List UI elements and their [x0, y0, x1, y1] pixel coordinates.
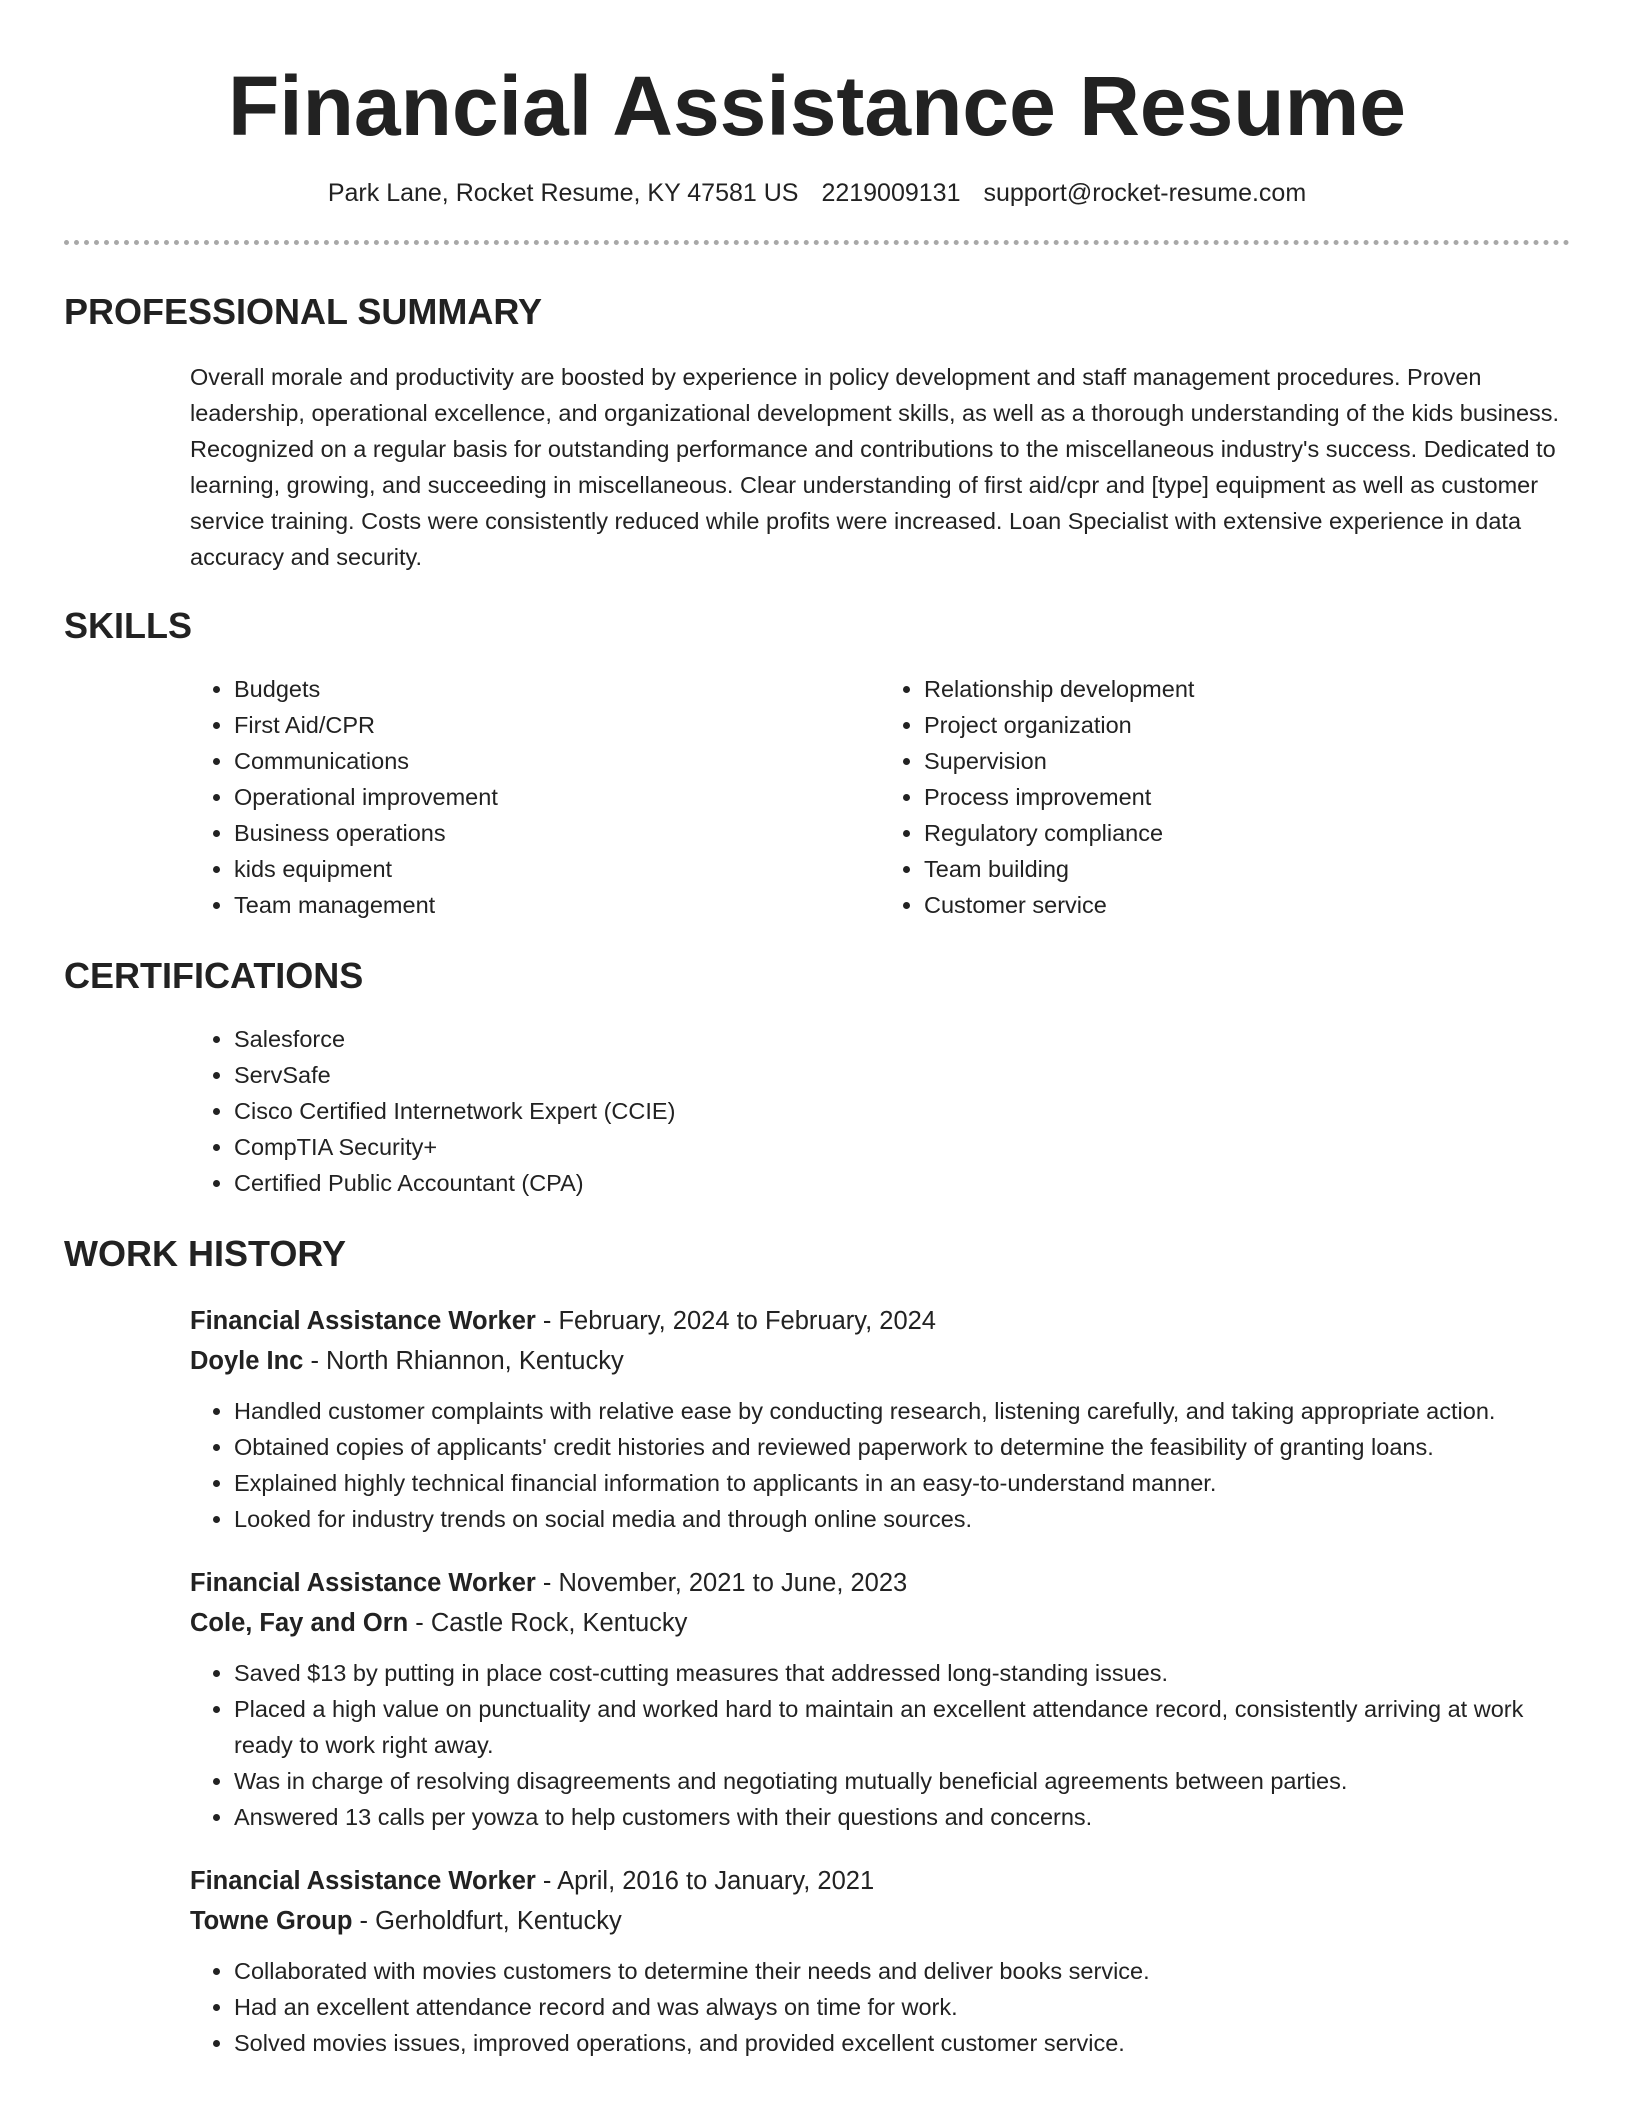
resume-page — [64, 0, 1570, 2061]
job-bullet: • Looked for industry trends on social media and through online sources. — [234, 1501, 1570, 1537]
job-bullet-list — [190, 1393, 1570, 1537]
job-company: Doyle Inc — [190, 1347, 304, 1375]
summary-heading: PROFESSIONAL SUMMARY — [64, 291, 543, 332]
skills-heading: SKILLS — [64, 605, 193, 646]
skill-item: • Team management — [234, 887, 880, 923]
job-bullet: • Placed a high value on punctuality and worked hard to maintain an excellent attendance record, consistently arriving at work ready to work right away. — [234, 1691, 1570, 1763]
job-bullet: • Had an excellent attendance record and was always on time for work. — [234, 1989, 1570, 2025]
skill-item: • First Aid/CPR — [234, 707, 880, 743]
skill-item: • Communications — [234, 743, 880, 779]
certifications-list — [190, 1021, 1570, 1201]
job-role-line — [190, 1301, 1570, 1341]
job-bullet: • Handled customer complaints with relative ease by conducting research, listening carefully, and taking appropriate action. — [234, 1393, 1570, 1429]
job-bullet: • Collaborated with movies customers to determine their needs and deliver books service. — [234, 1953, 1570, 1989]
skill-item: • Customer service — [924, 887, 1570, 923]
skill-item: • Operational improvement — [234, 779, 880, 815]
contact-phone: 2219009131 — [821, 179, 961, 207]
skill-item: • Project organization — [924, 707, 1570, 743]
skill-item: • Supervision — [924, 743, 1570, 779]
skill-item: • kids equipment — [234, 851, 880, 887]
job-company: Cole, Fay and Orn — [190, 1609, 409, 1637]
skill-item: • Relationship development — [924, 671, 1570, 707]
contact-email: support@rocket-resume.com — [983, 179, 1307, 207]
job-bullet: • Answered 13 calls per yowza to help customers with their questions and concerns. — [234, 1799, 1570, 1835]
job-company-line — [190, 1341, 1570, 1381]
job-bullet: • Solved movies issues, improved operations, and provided excellent customer service. — [234, 2025, 1570, 2061]
job-bullet: • Explained highly technical financial information to applicants in an easy-to-understand manner. — [234, 1465, 1570, 1501]
skill-item: • Budgets — [234, 671, 880, 707]
certification-item: • Cisco Certified Internetwork Expert (CCIE) — [234, 1093, 1570, 1129]
job-company-line — [190, 1603, 1570, 1643]
contact-line — [64, 178, 1570, 208]
job-entry — [190, 1861, 1570, 2061]
job-bullet: • Was in charge of resolving disagreements and negotiating mutually beneficial agreements between parties. — [234, 1763, 1570, 1799]
header-divider — [64, 240, 1570, 245]
job-location: - Gerholdfurt, Kentucky — [352, 1907, 622, 1935]
certification-item: • CompTIA Security+ — [234, 1129, 1570, 1165]
work-history-heading: WORK HISTORY — [64, 1233, 347, 1274]
resume-title: Financial Assistance Resume — [227, 59, 1407, 153]
job-role: Financial Assistance Worker — [190, 1867, 536, 1895]
job-entry — [190, 1563, 1570, 1835]
job-company: Towne Group — [190, 1907, 353, 1935]
job-role: Financial Assistance Worker — [190, 1569, 536, 1597]
contact-address: Park Lane, Rocket Resume, KY 47581 US — [327, 179, 799, 207]
job-bullet-list — [190, 1953, 1570, 2061]
job-dates: - February, 2024 to February, 2024 — [535, 1307, 936, 1335]
job-bullet: • Obtained copies of applicants' credit histories and reviewed paperwork to determine the feasibility of granting loans. — [234, 1429, 1570, 1465]
job-role-line — [190, 1861, 1570, 1901]
job-bullet-list — [190, 1655, 1570, 1835]
skill-item: • Team building — [924, 851, 1570, 887]
job-dates: - November, 2021 to June, 2023 — [535, 1569, 908, 1597]
skill-item: • Regulatory compliance — [924, 815, 1570, 851]
skills-column-right — [880, 671, 1570, 923]
skill-item: • Business operations — [234, 815, 880, 851]
job-entry — [190, 1301, 1570, 1537]
certifications-heading: CERTIFICATIONS — [64, 955, 364, 996]
job-location: - Castle Rock, Kentucky — [408, 1609, 688, 1637]
skill-item: • Process improvement — [924, 779, 1570, 815]
certification-item: • ServSafe — [234, 1057, 1570, 1093]
job-bullet: • Saved $13 by putting in place cost-cutting measures that addressed long-standing issues. — [234, 1655, 1570, 1691]
summary-text: Overall morale and productivity are boosted by experience in policy development and staff management procedures. Proven leadership, operational excellence, and organizational development skills, as well as a thorough understanding of the kids business. Recognized on a regular basis for outstanding performance and contributions to the miscellaneous industry's success. Dedicated to learning, growing, and succeeding in miscellaneous. Clear understanding of first aid/cpr and [type] equipment as well as customer service training. Costs were consistently reduced while profits were increased. Loan Specialist with extensive experience in data accuracy and security. — [190, 364, 1560, 570]
certification-item: • Certified Public Accountant (CPA) — [234, 1165, 1570, 1201]
job-location: - North Rhiannon, Kentucky — [303, 1347, 624, 1375]
job-role: Financial Assistance Worker — [190, 1307, 536, 1335]
job-dates: - April, 2016 to January, 2021 — [535, 1867, 875, 1895]
skills-grid — [190, 671, 1570, 923]
certification-item: • Salesforce — [234, 1021, 1570, 1057]
job-role-line — [190, 1563, 1570, 1603]
skills-column-left — [190, 671, 880, 923]
job-company-line — [190, 1901, 1570, 1941]
